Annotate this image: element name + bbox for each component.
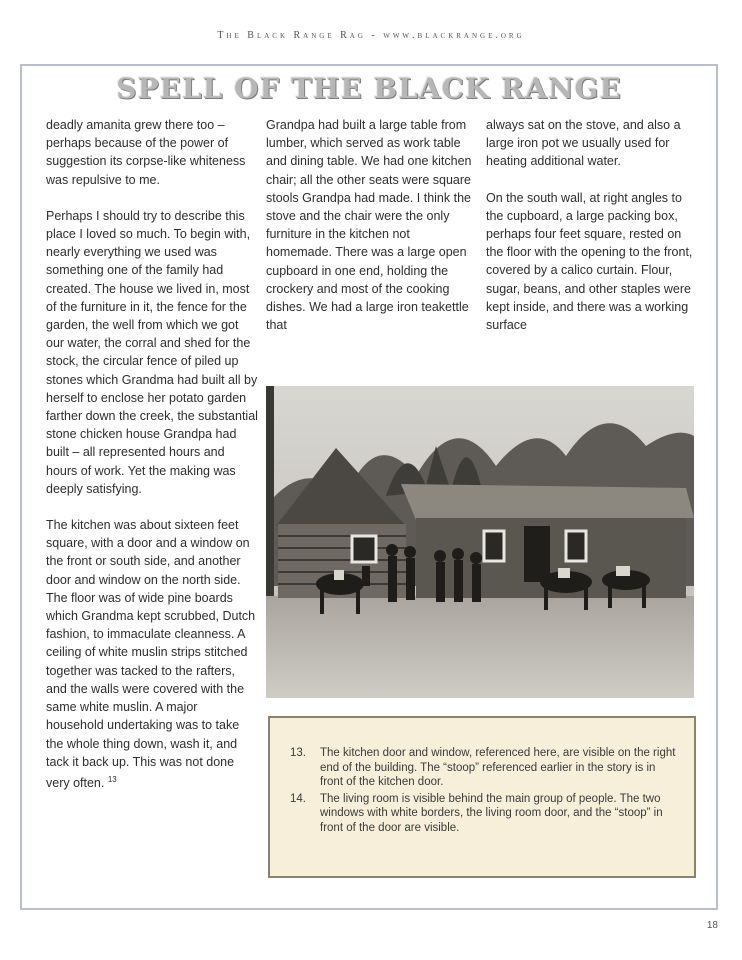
caption-note-text: The kitchen door and window, referenced here, are visible on the right end of the building. The “stoop” referenced earlier in the story is in front of the kitchen door. [320,747,676,789]
cabin-photo-illustration [266,386,694,698]
caption-note-text: The living room is visible behind the main group of people. The two windows with white borders, the living room door, and the “stoop” in front of the door are visible. [320,792,663,834]
footnote-mark: 13 [107,774,117,784]
paragraph [46,516,258,792]
paragraph: Perhaps I should try to describe this place I loved so much. To begin with, nearly everything we used was something one of the family had created. The house we lived in, most of the furniture in it, the fence for the garden, the well from which we got our water, the corral and shed for the stock, the circular fence of piled up stones which Grandma had built all by herself to enclose her potato garden farther down the creek, the substantial stone chicken house Grandpa had built – all represented hours and hours of work. Yet the making was deeply satisfying. [46,208,258,496]
paragraph-text: The kitchen was about sixteen feet square, with a door and a window on the front or south side, and another door and window on the north side. The floor was of wide pine boards which Grandma kept scrubbed, Dutch fashion, to immaculate cleanness. A ceiling of white muslin strips stitched together was tacked to the rafters, and the walls were covered with the same white muslin. A major household undertaking was to take the whole thing down, wash it, and tack it back up. This was not done very often. [46,518,256,791]
paragraph: Grandpa had built a large table from lumber, which served as work table and dining table. We had one kitchen chair; all the other seats were square stools Grandpa had made. I think the stove and the chair were the only furniture in the kitchen not homemade. There was a large open cupboard in one end, holding the crockery and most of the cooking dishes. We had a large iron teakettle that [266,118,472,333]
paragraph: always sat on the stove, and also a large iron pot we usually used for heating additional water. [486,118,681,169]
photo-caption-box [268,716,696,878]
historic-cabin-photo [266,386,694,698]
text-column-3 [486,116,698,352]
article-title: SPELL OF THE BLACK RANGE [116,72,622,105]
caption-note [290,792,676,836]
caption-notes-list [290,746,676,836]
paragraph: On the south wall, at right angles to the cupboard, a large packing box, perhaps four feet square, rested on the floor with the opening to the front, covered by a calico curtain. Flour, sugar, beans, and other staples were kept inside, and there was a working surface [486,190,693,333]
paragraph: deadly amanita grew there too – perhaps because of the power of suggestion its corpse-like whiteness was repulsive to me. [46,118,246,187]
running-header: The Black Range Rag - www.blackrange.org [217,30,525,41]
caption-note-number: 14. [290,792,306,805]
page-number: 18 [706,920,718,931]
text-column-1 [46,116,258,810]
caption-note [290,746,676,790]
caption-note-number: 13. [290,747,306,759]
text-column-2 [266,116,474,352]
article-frame [20,64,718,910]
